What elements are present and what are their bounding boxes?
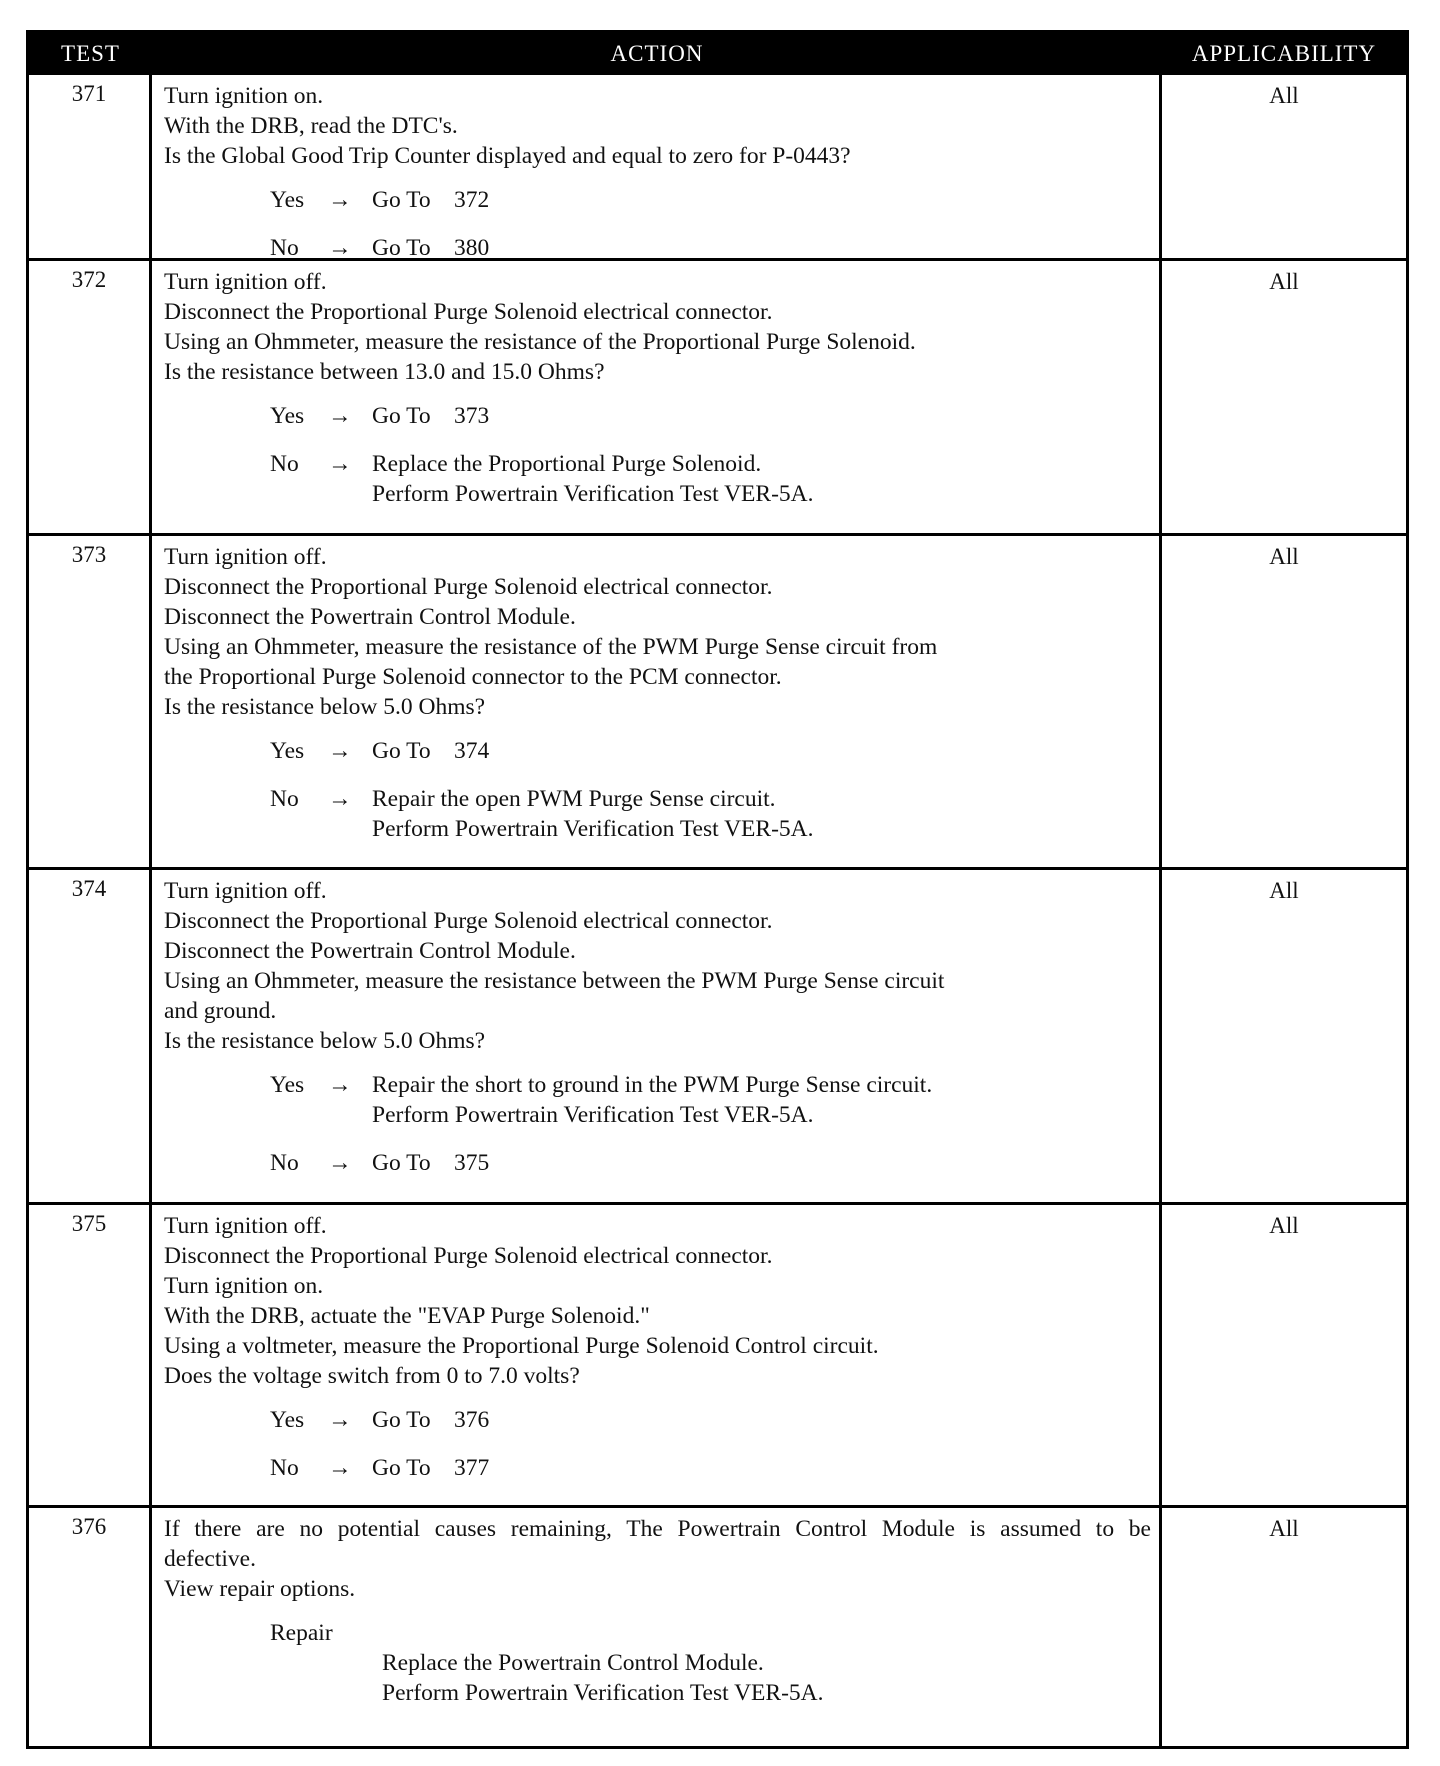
table-row	[29, 1508, 1406, 1748]
arrow-icon: →	[328, 1072, 352, 1098]
action-step: Does the voltage switch from 0 to 7.0 volts?	[164, 1363, 580, 1389]
no-branch	[270, 449, 1151, 509]
table-row	[29, 75, 1406, 261]
action-step: and ground.	[164, 998, 277, 1024]
goto-number: 372	[454, 187, 490, 213]
goto-target	[372, 233, 1151, 263]
action-step: With the DRB, actuate the "EVAP Purge Solenoid."	[164, 1303, 650, 1329]
applicability: All	[1269, 1213, 1299, 1238]
test-number: 374	[29, 870, 152, 1202]
no-label: No	[270, 1455, 299, 1481]
action-step: Disconnect the Proportional Purge Solenoid electrical connector.	[164, 574, 773, 600]
goto-label: Go To	[372, 1407, 431, 1433]
applicability: All	[1269, 269, 1299, 294]
goto-number: 380	[454, 235, 490, 261]
action-step: Turn ignition off.	[164, 269, 327, 295]
action-cell	[152, 536, 1162, 867]
arrow-icon: →	[328, 187, 352, 213]
header-test: TEST	[61, 41, 120, 66]
yes-label: Yes	[270, 1072, 305, 1098]
goto-target	[372, 1453, 1151, 1483]
goto-target	[372, 185, 1151, 215]
goto-target	[372, 1405, 1151, 1435]
goto-number: 376	[454, 1407, 490, 1433]
yes-label: Yes	[270, 738, 305, 764]
no-label: No	[270, 451, 299, 477]
result-line: Repair the short to ground in the PWM Purge Sense circuit.	[372, 1072, 933, 1098]
table-row	[29, 536, 1406, 870]
arrow-icon: →	[328, 451, 352, 477]
result-line: Repair the open PWM Purge Sense circuit.	[372, 786, 776, 812]
goto-label: Go To	[372, 1150, 431, 1176]
arrow-icon: →	[328, 1455, 352, 1481]
no-branch	[270, 784, 1151, 844]
action-step: View repair options.	[164, 1576, 356, 1602]
branches	[164, 736, 1151, 844]
applicability: All	[1269, 544, 1299, 569]
goto-label: Go To	[372, 738, 431, 764]
action-step: Disconnect the Powertrain Control Module.	[164, 938, 576, 964]
repair-step: Perform Powertrain Verification Test VER-5A.	[382, 1680, 824, 1706]
result-line: Perform Powertrain Verification Test VER-5A.	[372, 481, 814, 507]
no-branch	[270, 233, 1151, 263]
branches	[164, 401, 1151, 509]
table-row	[29, 1205, 1406, 1508]
action-step: Is the resistance below 5.0 Ohms?	[164, 694, 486, 720]
goto-label: Go To	[372, 1455, 431, 1481]
action-step: Turn ignition off.	[164, 1213, 327, 1239]
action-step: Turn ignition on.	[164, 83, 324, 109]
test-number: 373	[29, 536, 152, 867]
arrow-icon: →	[328, 1407, 352, 1433]
action-step: Disconnect the Proportional Purge Solenoid electrical connector.	[164, 299, 773, 325]
yes-branch	[270, 1405, 1151, 1435]
table-row	[29, 261, 1406, 536]
applicability: All	[1269, 1516, 1299, 1541]
yes-branch	[270, 185, 1151, 215]
repair-step: Replace the Powertrain Control Module.	[382, 1650, 764, 1676]
yes-label: Yes	[270, 187, 305, 213]
action-step: Using an Ohmmeter, measure the resistance between the PWM Purge Sense circuit	[164, 968, 945, 994]
action-step: Turn ignition off.	[164, 544, 327, 570]
applicability: All	[1269, 83, 1299, 108]
action-intro: If there are no potential causes remaining, The Powertrain Control Module is assumed to be defective.	[164, 1516, 1151, 1572]
goto-target	[372, 401, 1151, 431]
arrow-icon: →	[328, 235, 352, 261]
goto-number: 373	[454, 403, 490, 429]
action-step: Is the resistance between 13.0 and 15.0 Ohms?	[164, 359, 605, 385]
arrow-icon: →	[328, 403, 352, 429]
yes-branch	[270, 401, 1151, 431]
branches	[164, 185, 1151, 263]
yes-branch	[270, 1070, 1151, 1130]
table-row	[29, 870, 1406, 1205]
action-cell	[152, 261, 1162, 533]
action-step: Disconnect the Proportional Purge Solenoid electrical connector.	[164, 908, 773, 934]
goto-label: Go To	[372, 235, 431, 261]
test-number: 375	[29, 1205, 152, 1505]
result-line: Perform Powertrain Verification Test VER-5A.	[372, 816, 814, 842]
yes-branch	[270, 736, 1151, 766]
test-number: 376	[29, 1508, 152, 1748]
no-label: No	[270, 786, 299, 812]
goto-label: Go To	[372, 403, 431, 429]
goto-number: 374	[454, 738, 490, 764]
action-step: Using an Ohmmeter, measure the resistance of the Proportional Purge Solenoid.	[164, 329, 916, 355]
goto-label: Go To	[372, 187, 431, 213]
action-step: Turn ignition on.	[164, 1273, 324, 1299]
goto-number: 377	[454, 1455, 490, 1481]
branch-result	[372, 784, 1151, 844]
repair-steps	[382, 1648, 1151, 1708]
yes-label: Yes	[270, 1407, 305, 1433]
action-step: Is the Global Good Trip Counter displayed and equal to zero for P-0443?	[164, 143, 851, 169]
applicability: All	[1269, 878, 1299, 903]
action-step: Using a voltmeter, measure the Proportional Purge Solenoid Control circuit.	[164, 1333, 879, 1359]
no-label: No	[270, 1150, 299, 1176]
action-cell	[152, 75, 1162, 261]
repair-label: Repair	[270, 1620, 333, 1646]
table-header	[29, 33, 1406, 75]
goto-target	[372, 736, 1151, 766]
header-applicability: APPLICABILITY	[1191, 41, 1377, 66]
action-step: the Proportional Purge Solenoid connector to the PCM connector.	[164, 664, 782, 690]
action-cell	[152, 1205, 1162, 1505]
action-step: Turn ignition off.	[164, 878, 327, 904]
goto-number: 375	[454, 1150, 490, 1176]
arrow-icon: →	[328, 786, 352, 812]
action-cell	[152, 870, 1162, 1202]
action-step: Disconnect the Proportional Purge Solenoid electrical connector.	[164, 1243, 773, 1269]
header-action: ACTION	[610, 41, 704, 66]
goto-target	[372, 1148, 1151, 1178]
yes-label: Yes	[270, 403, 305, 429]
action-step: Disconnect the Powertrain Control Module.	[164, 604, 576, 630]
arrow-icon: →	[328, 1150, 352, 1176]
test-number: 371	[29, 75, 152, 258]
no-branch	[270, 1148, 1151, 1178]
no-branch	[270, 1453, 1151, 1483]
arrow-icon: →	[328, 738, 352, 764]
result-line: Replace the Proportional Purge Solenoid.	[372, 451, 762, 477]
branches	[164, 1070, 1151, 1178]
action-step: With the DRB, read the DTC's.	[164, 113, 458, 139]
action-step: Is the resistance below 5.0 Ohms?	[164, 1028, 486, 1054]
branch-result	[372, 1070, 1151, 1130]
branches	[164, 1405, 1151, 1483]
action-cell	[152, 1508, 1162, 1748]
test-number: 372	[29, 261, 152, 533]
branch-result	[372, 449, 1151, 509]
no-label: No	[270, 235, 299, 261]
result-line: Perform Powertrain Verification Test VER-5A.	[372, 1102, 814, 1128]
diagnostic-test-table	[26, 30, 1409, 1749]
action-step: Using an Ohmmeter, measure the resistance of the PWM Purge Sense circuit from	[164, 634, 938, 660]
